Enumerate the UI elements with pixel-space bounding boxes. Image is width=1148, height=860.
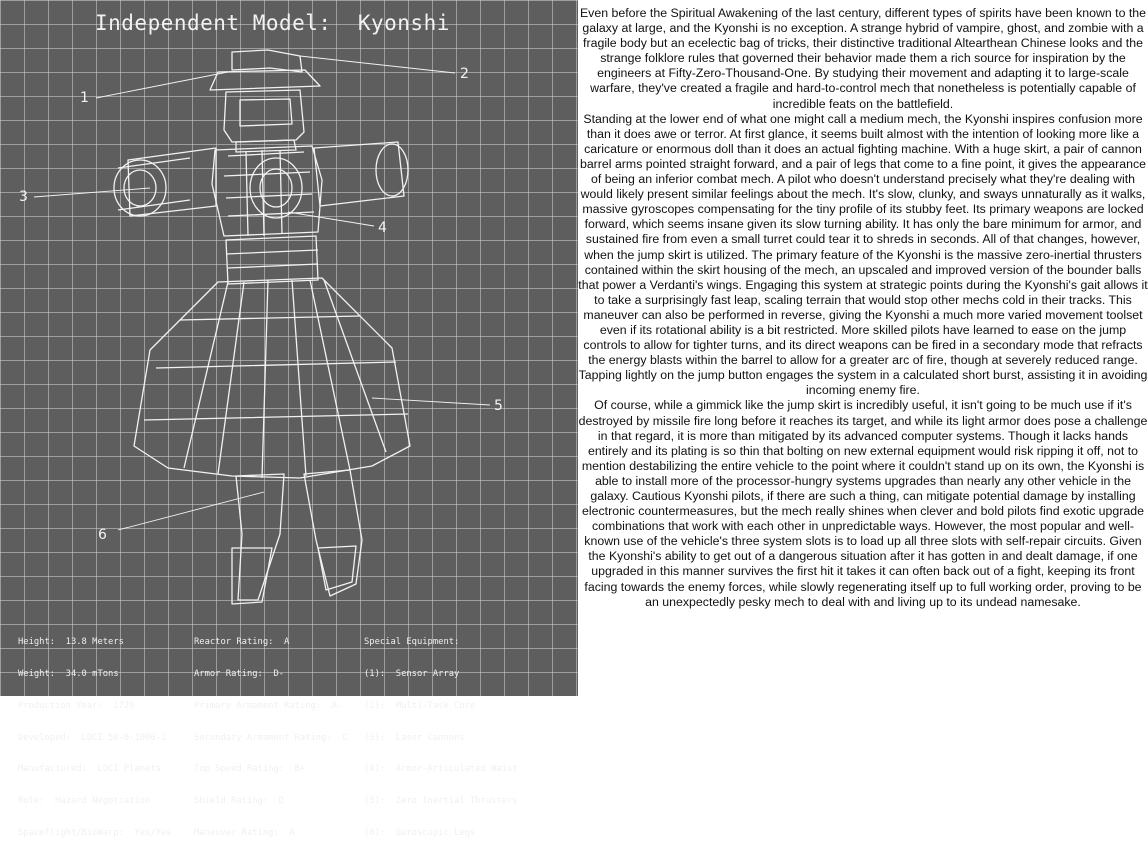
callout-6: 6 [98,527,107,543]
spec-line: Weight: 34.0 mTons [18,668,119,679]
spec-line: Top Speed Rating: B+ [194,764,306,775]
specs-general [18,616,172,860]
callout-4: 4 [378,220,387,236]
spec-line: Primary Armament Rating: A- [194,700,343,711]
paragraph: Even before the Spiritual Awakening of the last century, different types of spirits have been known to the galaxy at large, and the Kyonshi is no exception. A strange hybrid of vampire, ghost, and zombie with a fragile body but an ecelectic bag of tricks, their distinctive traditional Altearthean Chinese looks and the strange folklore rules that governed their behavior made them a rich source for inspiration by the engineers at Fifty-Zero-Thousand-One. By studying their movement and adapting it to large-scale warfare, they've created a fragile and hard-to-control mech that nonetheless is potentially capable of incredible feats on the battlefield. [579,6,1147,111]
paragraph: Tapping lightly on the jump button engages the system in a calculated short burst, assisting it in avoiding incoming enemy fire. [578,368,1148,398]
spec-line: (5): Zero Inertial Thrusters [364,796,518,807]
mech-arms [114,142,408,218]
specs-equipment [364,616,518,860]
spec-line: Shield Rating: D [194,796,285,807]
paragraph: Of course, while a gimmick like the jump skirt is incredibly useful, it isn't going to be much use if it's destroyed by missile fire long before it reaches its target, and while its light armor does pose a challenge in that regard, it is more than mitigated by its advanced computer systems. Though it lacks hands entirely and its plating is so thin that bolting on new external equipment would risk ripping it off, not to mention destabilizing the entire vehicle to the point where it couldn't stand up on its own, the Kyonshi is able to install more of the processor-hungry systems upgrades than nearly any other vehicle in the galaxy. Cautious Kyonshi pilots, if there are such a thing, can mitigate potential damage by installing electronic countermeasures, but the mech really shines when clever and bold pilots find exotic upgrade combinations that work with each other in unpredictable ways. However, the most popular and well-known use of the vehicle's three system slots is to load up all three slots with self-repair circuits. Given the Kyonshi's ability to get out of a dangerous situation after it has gotten in and dealt damage, if one upgraded in this manner survives the first hit it takes it can often back out of a fight, keeping its front facing towards the enemy forces, while slowly regenerating itself up to full working order, proving to be an unexpectedly pesky mech to deal with and living up to its undead namesake. [578,398,1148,609]
mech-head [210,50,320,152]
callout-5: 5 [494,398,503,414]
spec-line: Manufactured: LOCI Planets [18,764,161,775]
blueprint-panel [0,0,578,838]
callout-2: 2 [460,66,469,82]
spec-line: Spaceflight/BioWarp: Yes/Yes [18,827,172,838]
mech-legs [232,470,362,604]
description-text [578,6,1148,696]
spec-line: Production Year: 1729 [18,700,135,711]
spec-line: (4): Armor-Articulated Waist [364,764,518,775]
spec-line: (6): Guroscopic Legs [364,827,476,838]
callout-1: 1 [80,90,89,106]
spec-line: Armor Rating: D- [194,668,285,679]
spec-line: Special Equipment: [364,637,460,648]
spec-line: (3): Laser Cannons [364,732,465,743]
spec-line: Developed: LOCI 50-0-1000-1 [18,732,167,743]
paragraph: Standing at the lower end of what one might call a medium mech, the Kyonshi inspires confusion more than it does awe or terror. At first glance, it seems built almost with the intention of looking more like a caricature or enormous doll than it does an actual fighting machine. With a huge skirt, a pair of cannon barrel arms pointed straight forward, and a pair of legs that come to a fine point, it gives the appearance of being an inferior combat mech. A pilot who doesn't understand precisely what they're dealing with would likely present similar feelings about the mech. It's slow, clunky, and sways unnaturally as it walks, massive gyroscopes compensating for the tiny profile of its stubby feet. Its primary weapons are locked forward, which seems insane given its slow turning ability. It has only the bare minimum for armor, and sustained fire from even a small turret could tear it to shreds in seconds. All of that changes, however, when the jump skirt is utilized. The primary feature of the Kyonshi is the massive zero-inertial thrusters contained within the skirt housing of the mech, an upscaled and improved version of the bounder balls that power a Verdanti's wings. Engaging this system at strategic points during the Kyonshi's gait allows it to take a surprisingly fast leap, scaling terrain that would stop other mechs cold in their tracks. This maneuver can also be performed in reverse, giving the Kyonshi a much more varied movement toolset even if its rotational ability is a bit restricted. More skilled pilots have learned to ease on the jump controls to allow for tighter turns, and its direct weapons can be fired in a secondary mode that refracts the energy blasts within the barrel to allow for a greater arc of fire, though at severely reduced range. [578,111,1148,368]
specs-ratings [194,616,348,860]
spec-line: (1): Sensor Array [364,668,460,679]
blueprint-title: Independent Model: Kyonshi [95,11,450,35]
spec-line: Secondary Armament Rating: C [194,732,348,743]
spec-line: Reactor Rating: A [194,637,290,648]
mech-skirt [134,278,410,478]
spec-line: Maneuver Rating: A [194,827,295,838]
callout-3: 3 [19,189,28,205]
spec-line: Height: 13.8 Meters [18,637,124,648]
spec-line: (2): Multi-Task Core [364,700,476,711]
spec-line: Role: Hazard Negotiation [18,796,151,807]
